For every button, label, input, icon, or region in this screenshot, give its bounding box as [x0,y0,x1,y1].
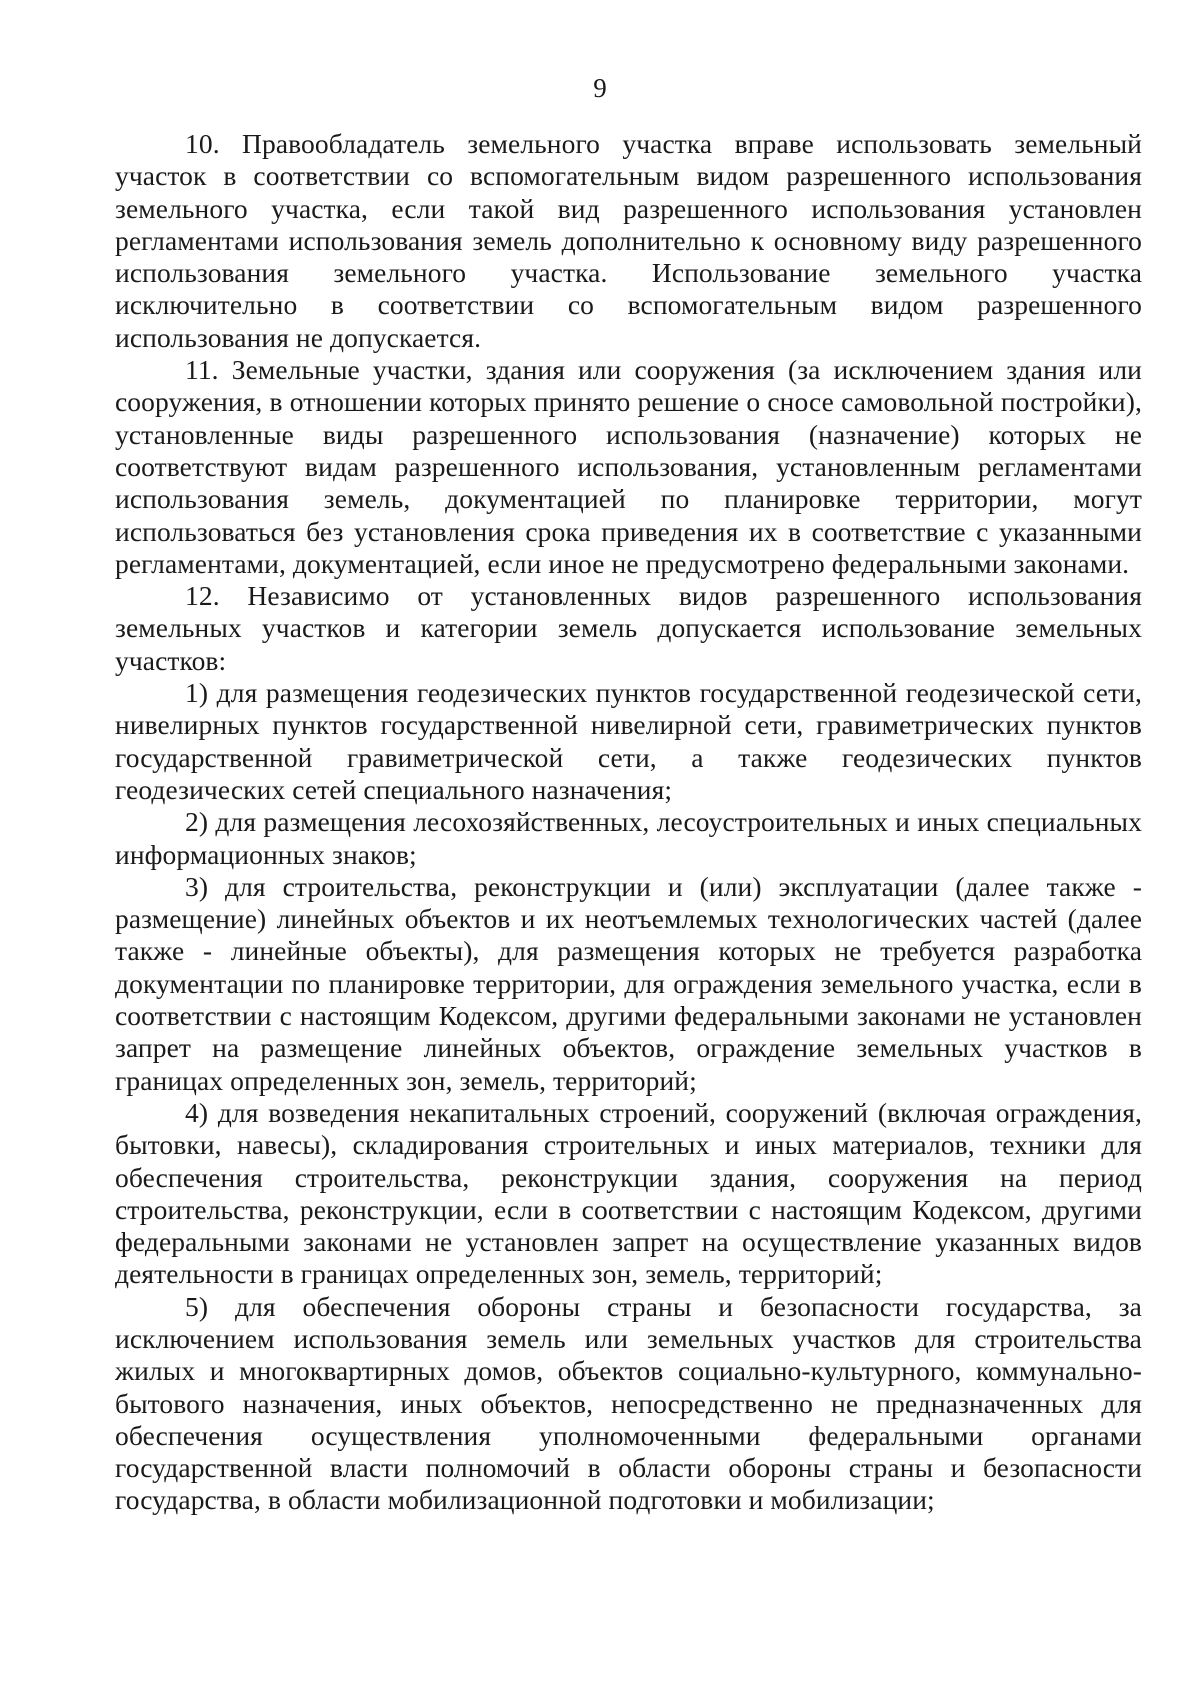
page-number: 9 [593,73,607,103]
list-item-5: 5) для обеспечения обороны страны и безопасности государства, за исключением использования земель или земельных участков для строительства жилых и многоквартирных домов, объектов социально-культурного, коммунально-бытового назначения, иных объектов, непосредственно не предназначенных для обеспечения осуществления уполномоченными федеральными органами государственной власти полномочий в области обороны страны и безопасности государства, в области мобилизационной подготовки и мобилизации; [115,1290,1142,1516]
list-item-1: 1) для размещения геодезических пунктов государственной геодезической сети, нивелирных пунктов государственной нивелирной сети, гравиметрических пунктов государственной гравиметрической сети, а также геодезических пунктов геодезических сетей специального назначения; [115,677,1142,805]
list-item-2: 2) для размещения лесохозяйственных, лесоустроительных и иных специальных информационных знаков; [115,806,1142,870]
paragraph-12: 12. Независимо от установленных видов разрешенного использования земельных участков и категории земель допускается использование земельных участков: [115,580,1142,676]
paragraph-10: 10. Правообладатель земельного участка вправе использовать земельный участок в соответствии со вспомогательным видом разрешенного использования земельного участка, если такой вид разрешенного использования установлен регламентами использования земель дополнительно к основному виду разрешенного использования земельного участка. Использование земельного участка исключительно в соответствии со вспомогательным видом разрешенного использования не допускается. [115,128,1142,353]
list-item-3: 3) для строительства, реконструкции и (или) эксплуатации (далее также - размещение) линейных объектов и их неотъемлемых технологических частей (далее также - линейные объекты), для размещения которых не требуется разработка документации по планировке территории, для ограждения земельного участка, если в соответствии с настоящим Кодексом, другими федеральными законами не установлен запрет на размещение линейных объектов, ограждение земельных участков в границах определенных зон, земель, территорий; [115,870,1142,1096]
document-body [115,128,1142,1517]
paragraph-11: 11. Земельные участки, здания или сооружения (за исключением здания или сооружения, в отношении которых принято решение о сносе самовольной постройки), установленные виды разрешенного использования (назначение) которых не соответствуют видам разрешенного использования, установленным регламентами использования земель, документацией по планировке территории, могут использоваться без установления срока приведения их в соответствие с указанными регламентами, документацией, если иное не предусмотрено федеральными законами. [115,354,1142,579]
list-item-4: 4) для возведения некапитальных строений, сооружений (включая ограждения, бытовки, навесы), складирования строительных и иных материалов, техники для обеспечения строительства, реконструкции здания, сооружения на период строительства, реконструкции, если в соответствии с настоящим Кодексом, другими федеральными законами не установлен запрет на осуществление указанных видов деятельности в границах определенных зон, земель, территорий; [115,1096,1142,1290]
